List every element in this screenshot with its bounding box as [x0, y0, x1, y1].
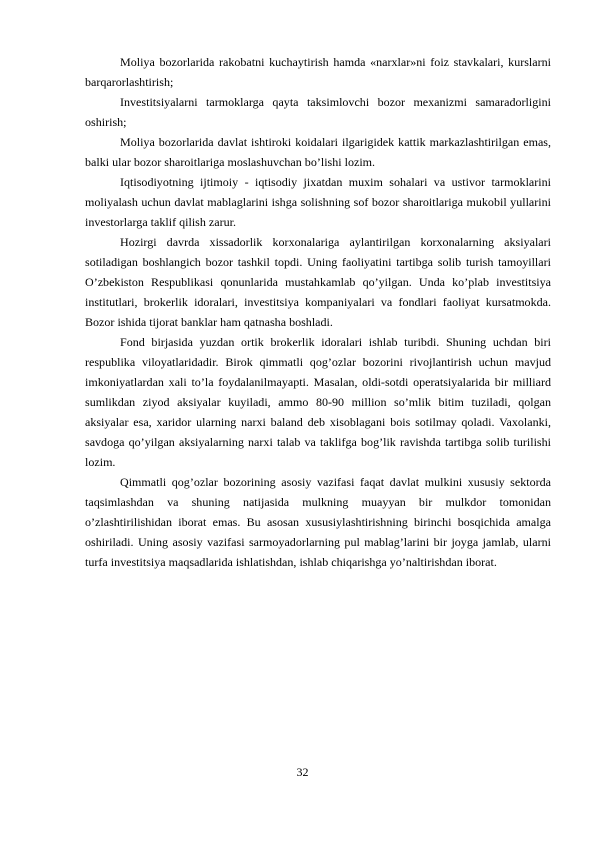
paragraph: Fond birjasida yuzdan ortik brokerlik idoralari ishlab turibdi. Shuning uchdan biri respublika viloyatlaridadir. Birok qimmatli qog’ozlar bozorini rivojlantirish uchun mavjud imkoniyatlardan xali to’la foydalanilmayapti. Masalan, oldi-sotdi operatsiyalarida bir milliard sumlikdan ziyod aksiyalar kuyiladi, ammo 80-90 million so’mlik bitim tuziladi, qolgan aksiyalar esa, xaridor ularning narxi baland deb xisoblagani bois sotilmay qoladi. Vaxolanki, savdoga qo’yilgan aksiyalarning narxi talab va taklifga bog’lik ravishda tartibga solib turilishi lozim. [85, 335, 551, 469]
page-number: 32 [296, 765, 309, 779]
paragraph: Investitsiyalarni tarmoklarga qayta taksimlovchi bozor mexanizmi samaradorligini oshirish; [85, 95, 551, 129]
paragraph: Moliya bozorlarida davlat ishtiroki koidalari ilgarigidek kattik markazlashtirilgan emas, balki ular bozor sharoitlariga moslashuvchan bo’lishi lozim. [85, 135, 551, 169]
paragraph: Moliya bozorlarida rakobatni kuchaytirish hamda «narxlar»ni foiz stavkalari, kurslarni barqarorlashtirish; [85, 55, 551, 89]
paragraph: Hozirgi davrda xissadorlik korxonalariga aylantirilgan korxonalarning aksiyalari sotiladigan boshlangich bozor tashkil topdi. Uning faoliyatini tartibga solib turish tamoyillari O’zbekiston Respublikasi qonunlarida mustahkamlab qo’yilgan. Unda ko’plab investitsiya institutlari, brokerlik idoralari, investitsiya kompaniyalari va fondlari faoliyat kursatmokda. Bozor ishida tijorat banklar ham qatnasha boshladi. [85, 235, 551, 329]
paragraph: Qimmatli qog’ozlar bozorining asosiy vazifasi faqat davlat mulkini xususiy sektorda taqsimlashdan va shuning natijasida mulkning muayyan bir mulkdor tomonidan o’zlashtirilishidan iborat emas. Bu asosan xususiylashtirishning birinchi bosqichida amalga oshiriladi. Uning asosiy vazifasi sarmoyadorlarning pul mablag’larini bir joyga jamlab, ularni turfa investitsiya maqsadlarida ishlatishdan, ishlab chiqarishga yo’naltirishdan iborat. [85, 475, 551, 569]
paragraph: Iqtisodiyotning ijtimoiy - iqtisodiy jixatdan muxim sohalari va ustivor tarmoklarini moliyalash uchun davlat mablaglarini ishga solishning sof bozor sharoitlariga mukobil yullarini investorlarga taklif qilish zarur. [85, 175, 551, 229]
document-body [85, 52, 551, 572]
